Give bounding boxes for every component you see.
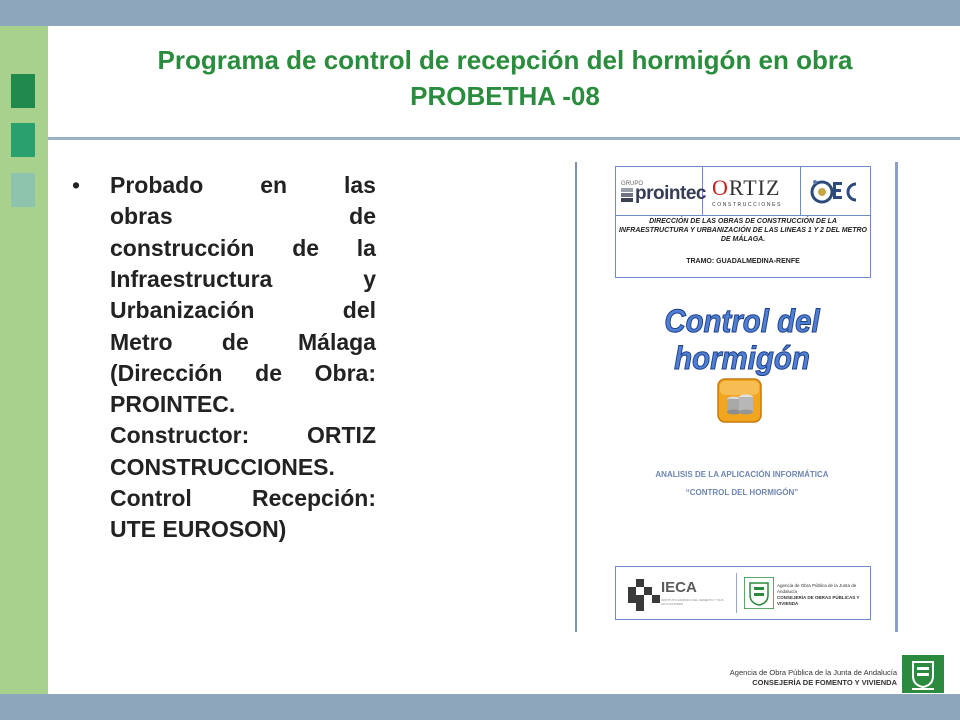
- bullet-word: en: [260, 172, 288, 198]
- title-line-2: PROBETHA -08: [410, 81, 600, 111]
- agencia-text-small: [777, 583, 867, 607]
- ortiz-rest: RTIZ: [728, 175, 781, 200]
- bullet-word: las: [344, 172, 376, 198]
- top-bar: [0, 0, 960, 26]
- bullet-dot: •: [72, 172, 81, 198]
- corner-line-1: Agencia de Obra Pública de la Junta de Andalucía: [729, 668, 897, 677]
- cover-left-edge: [575, 162, 577, 632]
- bullet-word: de: [349, 203, 376, 230]
- bullet-word: y: [363, 265, 376, 292]
- bullet-word: Control: [110, 485, 192, 511]
- bullet-word: Probado: [110, 172, 204, 198]
- control-del-hormigon-title: Control del hormigón: [664, 303, 820, 376]
- bullet-word: del: [342, 297, 376, 324]
- agencia-small-line-2: CONSEJERÍA DE OBRAS PÚBLICAS Y VIVIENDA: [777, 595, 860, 606]
- corner-agency-text: [700, 668, 897, 688]
- bullet-word: de: [292, 234, 320, 261]
- title-line-1: Programa de control de recepción del hormigón en obra: [157, 45, 853, 75]
- agencia-small-line-1: Agencia de Obra Pública de la Junta de Andalucía: [777, 583, 857, 594]
- grupo-label: GRUPO: [621, 181, 644, 187]
- bullet-line: [110, 327, 376, 358]
- bullet-word: la: [356, 234, 376, 261]
- bullet-word: de: [255, 359, 282, 386]
- bullet-word: obras: [110, 203, 173, 230]
- third-party-logo: [801, 167, 870, 215]
- bullet-word: Infraestructura: [110, 265, 273, 292]
- bullet-word: Málaga: [298, 328, 376, 355]
- bullet-line: [110, 452, 376, 483]
- ortiz-o-letter: O: [712, 175, 729, 200]
- junta-andalucia-logo-icon: [902, 655, 944, 693]
- title-divider: [48, 137, 960, 140]
- slide-title: [60, 42, 950, 114]
- bullet-word: UTE EUROSON): [110, 516, 287, 543]
- bottom-bar: [0, 694, 960, 720]
- green-square-2: [11, 123, 35, 157]
- cover-header-box: [615, 166, 871, 278]
- analisis-line-2: “CONTROL DEL HORMIGÓN”: [685, 488, 799, 497]
- bullet-word: Recepción:: [252, 485, 376, 511]
- bullet-word: Constructor:: [110, 422, 250, 449]
- bullet-word: ORTIZ: [307, 422, 376, 449]
- direccion-text: DIRECCIÓN DE LAS OBRAS DE CONSTRUCCIÓN DE LA INFRAESTRUCTURA Y URBANIZACIÓN DE LAS LINEAS 1 Y 2 DEL METRO DE MÁLAGA.: [618, 218, 867, 243]
- bullet-word: (Dirección: [110, 359, 223, 386]
- bullet-line: [110, 264, 376, 295]
- footer-divider: [736, 573, 737, 613]
- ieca-mark-icon: [628, 579, 660, 611]
- analisis-text: [615, 466, 869, 502]
- circular-logo-icon: [809, 173, 863, 209]
- bullet-line: [110, 201, 376, 232]
- cover-footer-box: [615, 566, 871, 620]
- left-sidebar-strip: [0, 26, 48, 694]
- bullet-word: Obra:: [314, 359, 376, 386]
- ieca-subtitle: INSTITUTO ESPAÑOL DEL CEMENTO Y SUS APLICACIONES: [661, 598, 724, 606]
- bullet-word: CONSTRUCCIONES.: [110, 453, 335, 480]
- tramo-text: TRAMO: GUADALMEDINA-RENFE: [686, 258, 800, 265]
- prointec-logo: [616, 167, 706, 215]
- bullet-word: Metro: [110, 328, 173, 355]
- green-square-1: [11, 74, 35, 108]
- bullet-word: PROINTEC.: [110, 391, 236, 418]
- bullet-line: [110, 483, 376, 514]
- prointec-wordmark: prointec: [635, 183, 706, 204]
- bullet-line: [110, 170, 376, 201]
- ieca-wordmark: IECA: [661, 579, 697, 596]
- cover-right-edge: [895, 162, 898, 632]
- construcciones-label: CONSTRUCCIONES: [712, 202, 782, 208]
- cover-logo-row: [616, 167, 870, 216]
- bullet-line: [110, 389, 376, 420]
- bullet-line: [110, 420, 376, 451]
- bullet-word: Urbanización: [110, 297, 255, 324]
- concrete-app-icon: [717, 378, 762, 423]
- bullet-line: [110, 514, 376, 545]
- corner-line-2: CONSEJERÍA DE FOMENTO Y VIVIENDA: [752, 678, 897, 687]
- document-cover-image: [575, 162, 898, 632]
- bullet-word: de: [221, 328, 249, 355]
- ortiz-wordmark: [712, 175, 780, 201]
- bullet-word: construcción: [110, 234, 255, 261]
- green-square-3: [11, 173, 35, 207]
- bullet-line: [110, 295, 376, 326]
- bullet-line: [110, 358, 376, 389]
- analisis-line-1: ANALISIS DE LA APLICACIÓN INFORMÁTICA: [655, 470, 829, 479]
- bullet-line: [110, 233, 376, 264]
- junta-andalucia-shield-icon: [744, 577, 774, 609]
- prointec-mark-icon: [621, 188, 633, 202]
- ortiz-logo: [703, 167, 801, 215]
